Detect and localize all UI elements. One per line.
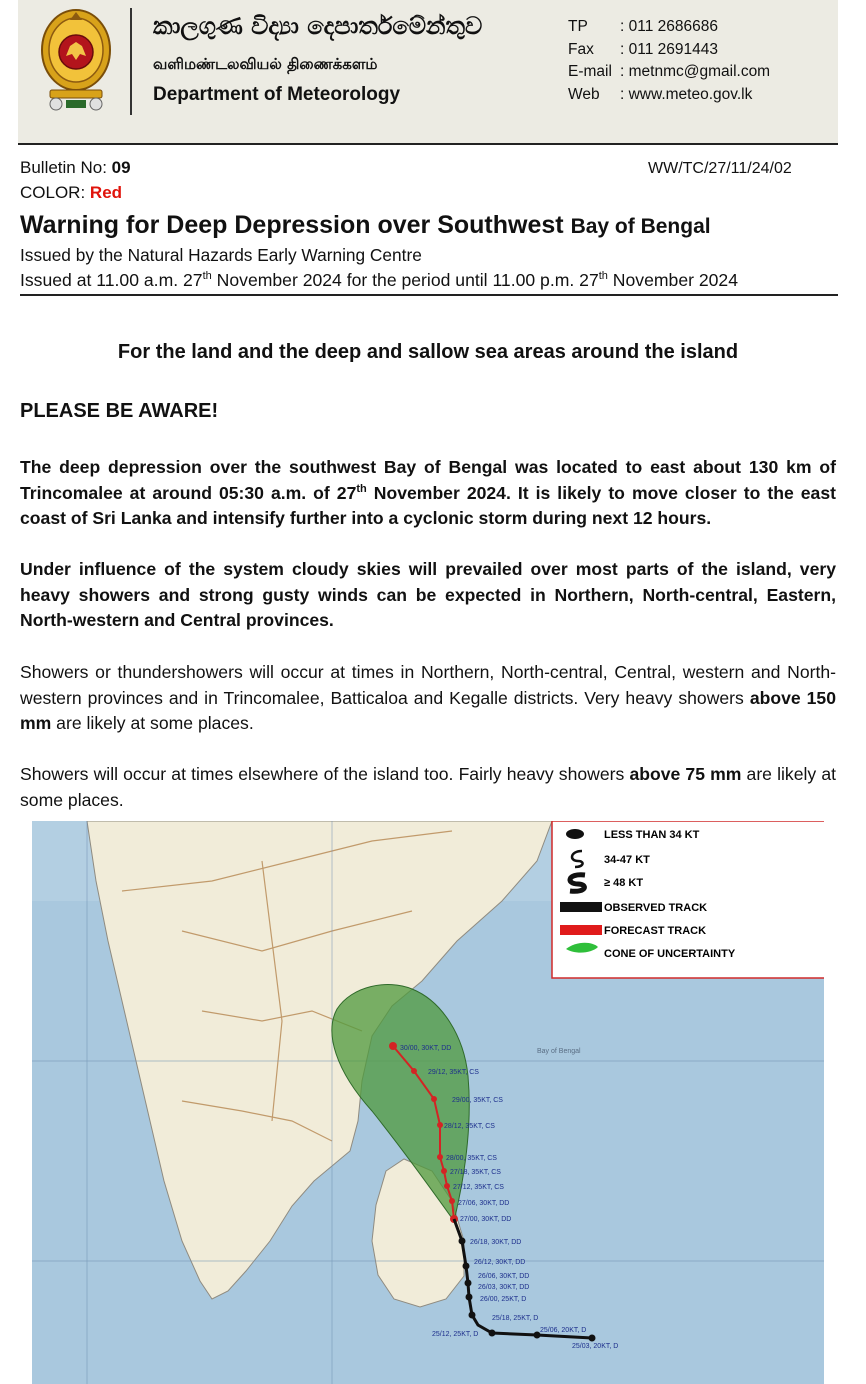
track-label: 27/12, 35KT, CS	[453, 1184, 504, 1191]
track-label: 29/00, 35KT, CS	[452, 1097, 503, 1104]
track-label: 25/18, 25KT, D	[492, 1315, 539, 1322]
track-label: 30/00, 30KT, DD	[400, 1045, 452, 1052]
sri-lanka-state-emblem-icon	[40, 8, 112, 112]
contact-block	[568, 16, 770, 107]
legend-label: LESS THAN 34 KT	[604, 829, 700, 841]
paragraph-showers-elsewhere: Showers will occur at times elsewhere of the island too. Fairly heavy showers above 75 mm are likely at some places.	[20, 764, 837, 810]
track-label: 26/03, 30KT, DD	[478, 1284, 530, 1291]
department-name-tamil: வளிமண்டலவியல் திணைக்களம்	[153, 55, 378, 73]
color-level-badge: Red	[89, 183, 123, 202]
track-label: 27/00, 30KT, DD	[460, 1216, 512, 1223]
cyclone-track-map	[32, 821, 824, 1384]
paragraph-impacts: Under influence of the system cloudy skies will prevailed over most parts of the island, very heavy showers and strong gusty winds can be expected in Northern, North-central, Eastern, North-western and Central provinces.	[20, 559, 836, 630]
contact-fax: Fax : 011 2691443	[568, 40, 718, 58]
legend-label: ≥ 48 KT	[604, 877, 644, 889]
red-bar-icon	[560, 925, 602, 935]
track-label: 25/06, 20KT, D	[540, 1327, 587, 1334]
area-heading: For the land and the deep and sallow sea areas around the island	[117, 341, 739, 363]
track-label: 29/12, 35KT, CS	[428, 1069, 479, 1076]
track-label: 26/06, 30KT, DD	[478, 1273, 530, 1280]
bulletin-reference: WW/TC/27/11/24/02	[648, 160, 792, 177]
legend-label: FORECAST TRACK	[604, 925, 707, 937]
map-legend	[552, 821, 824, 978]
contact-phone: TP : 011 2686686	[568, 18, 718, 35]
department-name-sinhala: කාලගුණ විද්‍යා දෙපාර්තමේන්තුව	[153, 12, 483, 40]
legend-label: OBSERVED TRACK	[604, 902, 708, 914]
track-label: 27/18, 35KT, CS	[450, 1169, 501, 1176]
sea-label: Bay of Bengal	[537, 1048, 581, 1055]
warning-title: Warning for Deep Depression over Southwest Bay of Bengal	[20, 211, 711, 239]
track-label: 25/03, 20KT, D	[572, 1343, 619, 1350]
letterhead-divider	[130, 8, 132, 115]
track-label: 28/00, 35KT, CS	[446, 1155, 497, 1162]
bulletin-number: Bulletin No: 09	[20, 158, 131, 177]
track-label: 26/00, 25KT, D	[480, 1296, 527, 1303]
track-label: 26/12, 30KT, DD	[474, 1259, 526, 1266]
paragraph-system-location: The deep depression over the southwest Bay of Bengal was located to east about 130 km of Trincomalee at around 05:30 a.m. of 27th November 2024. It is likely to move closer to the east coast of Sri Lanka and intensify further into a cyclonic storm during next 12 hours.	[20, 457, 836, 528]
track-label: 27/06, 30KT, DD	[458, 1200, 510, 1207]
track-label: 26/18, 30KT, DD	[470, 1239, 522, 1246]
paragraph-showers: Showers or thundershowers will occur at times in Northern, North-central, Central, western and North-western provinces and in Trincomalee, Batticaloa and Kegalle districts. Very heavy showers above 150 mm are likely at some places.	[20, 662, 836, 733]
letterhead	[18, 0, 838, 145]
issued-by: Issued by the Natural Hazards Early Warning Centre	[20, 245, 422, 265]
track-label: 28/12, 35KT, CS	[444, 1123, 495, 1130]
department-name-english: Department of Meteorology	[153, 84, 401, 105]
legend-label: CONE OF UNCERTAINTY	[604, 948, 736, 960]
black-bar-icon	[560, 902, 602, 912]
black-dot-icon	[566, 829, 584, 839]
issued-at: Issued at 11.00 a.m. 27th November 2024 for the period until 11.00 p.m. 27th November 2024	[20, 270, 838, 296]
legend-label: 34-47 KT	[604, 854, 650, 866]
cyclone-filled-icon	[570, 875, 585, 892]
aware-heading: PLEASE BE AWARE!	[20, 400, 219, 422]
track-label: 25/12, 25KT, D	[432, 1331, 479, 1338]
contact-web[interactable]: Web : www.meteo.gov.lk	[568, 86, 753, 104]
contact-email[interactable]: E-mail : metnmc@gmail.com	[568, 63, 771, 81]
bulletin-color: COLOR: Red	[20, 183, 123, 202]
